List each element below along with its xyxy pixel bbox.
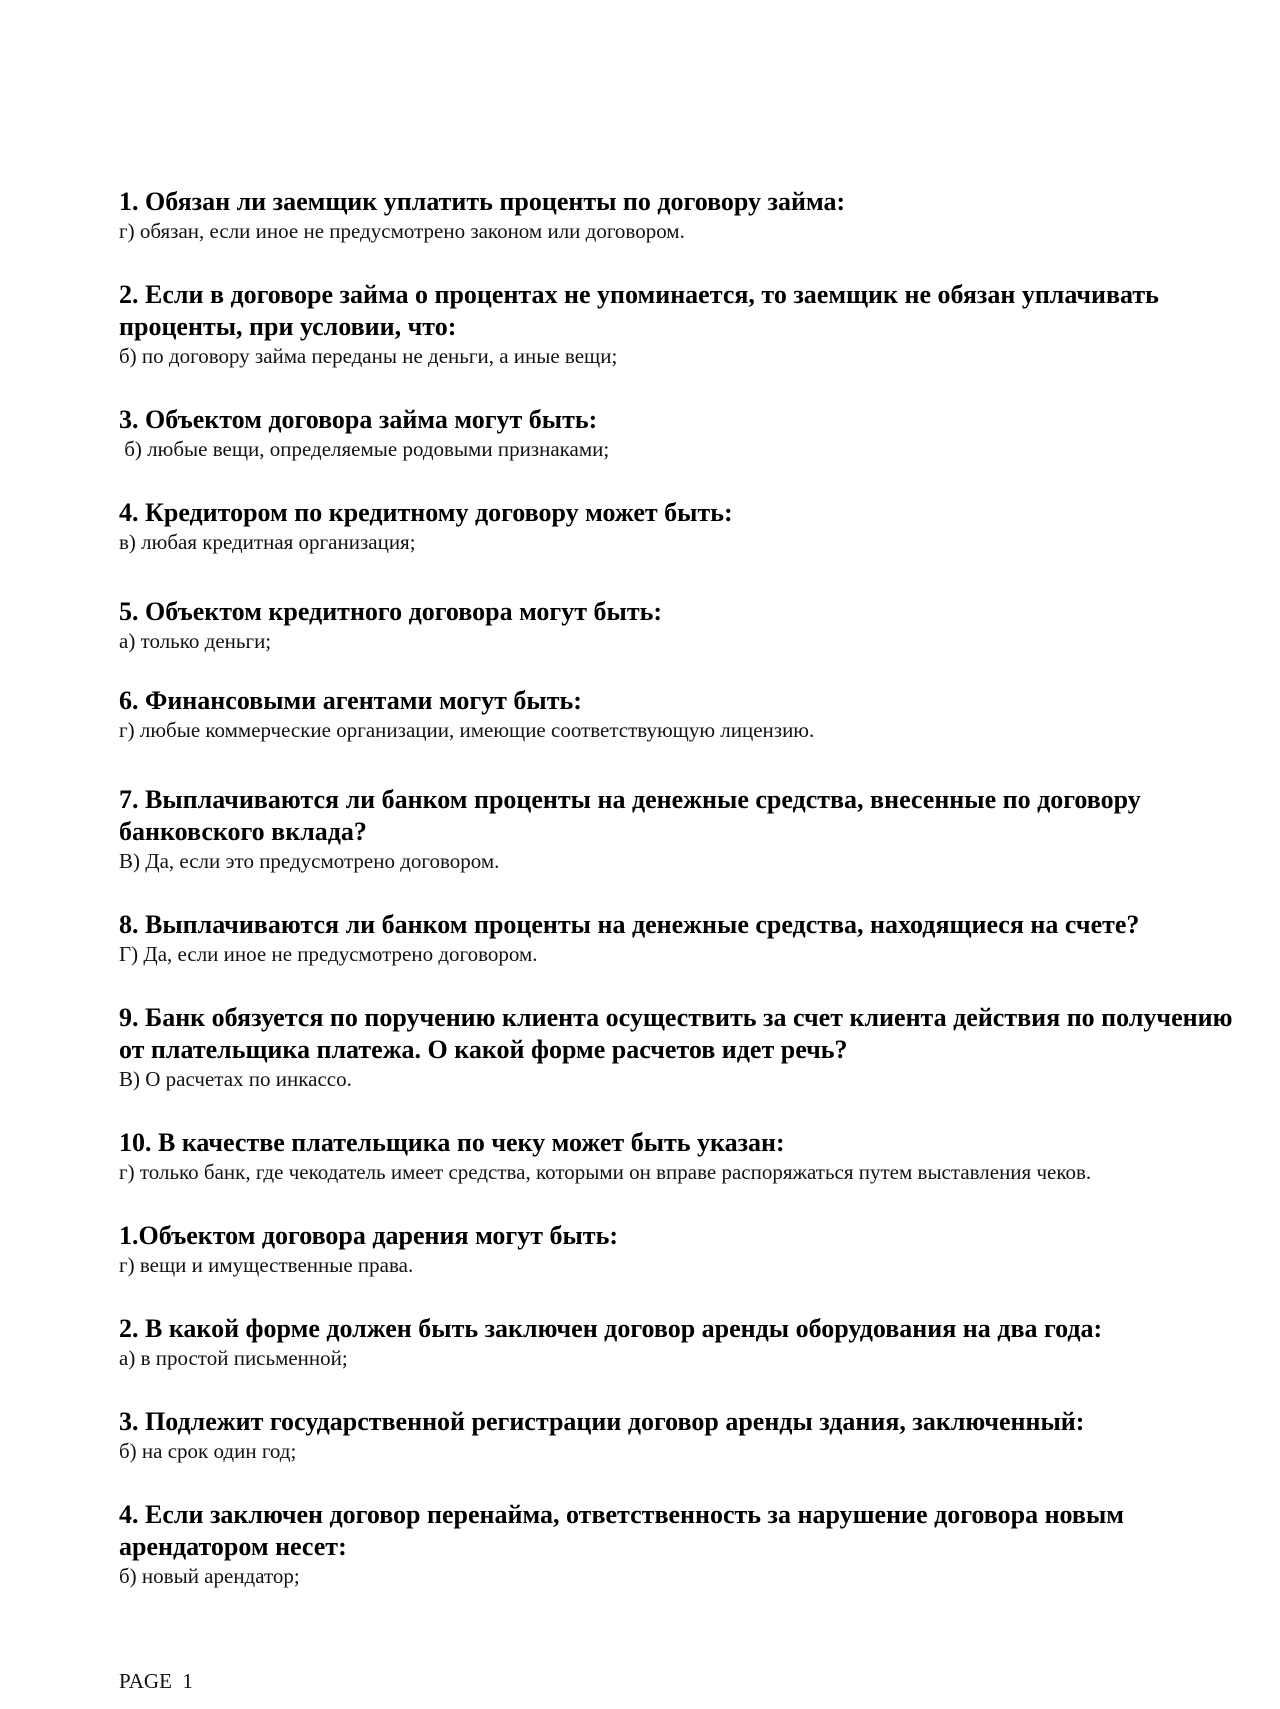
answer-text: г) любые коммерческие организации, имеющие соответствующую лицензию. bbox=[119, 718, 815, 742]
answer-text: а) только деньги; bbox=[119, 629, 272, 653]
answer-text: а) в простой письменной; bbox=[119, 1346, 348, 1370]
qa-item-3 bbox=[119, 404, 1259, 463]
qa-item-2 bbox=[119, 279, 1259, 370]
answer-text: В) Да, если это предусмотрено договором. bbox=[119, 849, 500, 873]
page-number-footer: PAGE 1 bbox=[119, 1669, 193, 1693]
question-text: 4. Кредитором по кредитному договору может быть: bbox=[119, 498, 733, 527]
answer-text: г) обязан, если иное не предусмотрено законом или договором. bbox=[119, 219, 685, 243]
question-text: 1.Объектом договора дарения могут быть: bbox=[119, 1221, 618, 1250]
question-text: 4. Если заключен договор перенайма, ответственность за нарушение договора новым арендатором несет: bbox=[119, 1500, 1124, 1561]
answer-text: г) вещи и имущественные права. bbox=[119, 1253, 414, 1277]
qa-item-10 bbox=[119, 1127, 1259, 1186]
question-text: 5. Объектом кредитного договора могут быть: bbox=[119, 597, 662, 626]
qa-item-5 bbox=[119, 596, 1259, 655]
question-text: 1. Обязан ли заемщик уплатить проценты по договору займа: bbox=[119, 187, 846, 216]
question-text: 3. Подлежит государственной регистрации договор аренды здания, заключенный: bbox=[119, 1407, 1085, 1436]
answer-text: б) на срок один год; bbox=[119, 1439, 297, 1463]
question-text: 2. В какой форме должен быть заключен договор аренды оборудования на два года: bbox=[119, 1314, 1103, 1343]
qa-item-7 bbox=[119, 784, 1259, 875]
question-text: 2. Если в договоре займа о процентах не упоминается, то заемщик не обязан уплачивать проценты, при условии, что: bbox=[119, 280, 1159, 341]
answer-text: б) новый арендатор; bbox=[119, 1564, 300, 1588]
qa-item-4 bbox=[119, 497, 1259, 556]
answer-text: б) любые вещи, определяемые родовыми признаками; bbox=[119, 437, 610, 461]
qa-item-6 bbox=[119, 685, 1259, 744]
question-text: 3. Объектом договора займа могут быть: bbox=[119, 405, 598, 434]
qa-item-14 bbox=[119, 1499, 1259, 1590]
question-text: 9. Банк обязуется по поручению клиента осуществить за счет клиента действия по получению от плательщика платежа. О какой форме расчетов идет речь? bbox=[119, 1003, 1233, 1064]
qa-item-1 bbox=[119, 186, 1259, 245]
qa-item-8 bbox=[119, 909, 1259, 968]
qa-item-9 bbox=[119, 1002, 1259, 1093]
answer-text: б) по договору займа переданы не деньги, а иные вещи; bbox=[119, 344, 618, 368]
question-text: 7. Выплачиваются ли банком проценты на денежные средства, внесенные по договору банковского вклада? bbox=[119, 785, 1141, 846]
answer-text: В) О расчетах по инкассо. bbox=[119, 1067, 352, 1091]
question-text: 10. В качестве плательщика по чеку может быть указан: bbox=[119, 1128, 785, 1157]
answer-text: Г) Да, если иное не предусмотрено договором. bbox=[119, 942, 538, 966]
answer-text: в) любая кредитная организация; bbox=[119, 530, 416, 554]
qa-item-12 bbox=[119, 1313, 1259, 1372]
qa-item-11 bbox=[119, 1220, 1259, 1279]
qa-item-13 bbox=[119, 1406, 1259, 1465]
document-content bbox=[119, 186, 1259, 1590]
question-text: 8. Выплачиваются ли банком проценты на денежные средства, находящиеся на счете? bbox=[119, 910, 1140, 939]
question-text: 6. Финансовыми агентами могут быть: bbox=[119, 686, 582, 715]
answer-text: г) только банк, где чекодатель имеет средства, которыми он вправе распоряжаться путем выставления чеков. bbox=[119, 1160, 1092, 1184]
